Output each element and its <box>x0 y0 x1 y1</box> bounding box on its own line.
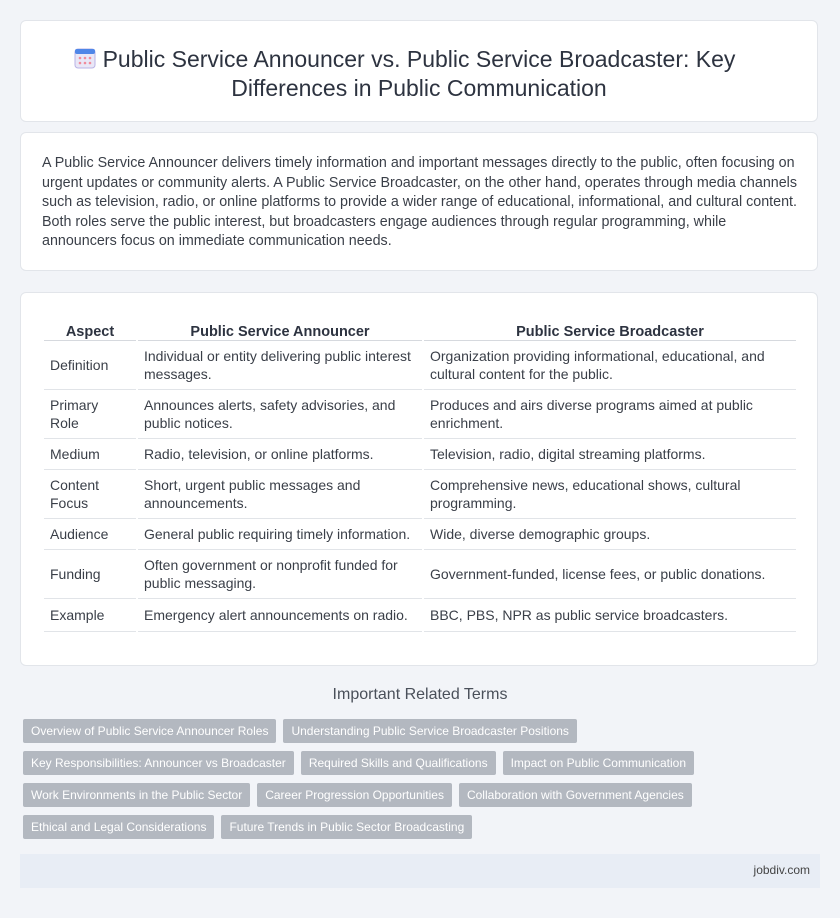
related-tag[interactable]: Understanding Public Service Broadcaster Positions <box>283 719 576 743</box>
cell-announcer: Short, urgent public messages and announcements. <box>138 470 422 519</box>
related-tag[interactable]: Overview of Public Service Announcer Roles <box>23 719 276 743</box>
footer-site-link[interactable]: jobdiv.com <box>753 863 810 877</box>
cell-broadcaster: Comprehensive news, educational shows, cultural programming. <box>424 470 796 519</box>
related-terms-section <box>0 686 840 704</box>
table-row <box>44 519 796 550</box>
cell-announcer: Emergency alert announcements on radio. <box>138 599 422 632</box>
related-tag[interactable]: Key Responsibilities: Announcer vs Broadcaster <box>23 751 294 775</box>
related-terms-title: Important Related Terms <box>332 686 508 703</box>
cell-announcer: Announces alerts, safety advisories, and public notices. <box>138 390 422 439</box>
header-card <box>20 20 818 122</box>
cell-announcer: Individual or entity delivering public interest messages. <box>138 341 422 390</box>
cell-aspect: Primary Role <box>44 390 136 439</box>
cell-broadcaster: BBC, PBS, NPR as public service broadcasters. <box>424 599 796 632</box>
related-tag[interactable]: Future Trends in Public Sector Broadcasting <box>221 815 472 839</box>
table-row <box>44 439 796 470</box>
cell-aspect: Example <box>44 599 136 632</box>
cell-aspect: Funding <box>44 550 136 599</box>
cell-announcer: Often government or nonprofit funded for public messaging. <box>138 550 422 599</box>
header-announcer: Public Service Announcer <box>138 316 422 341</box>
table-row <box>44 390 796 439</box>
related-tag[interactable]: Collaboration with Government Agencies <box>459 783 692 807</box>
cell-announcer: General public requiring timely information. <box>138 519 422 550</box>
header-aspect: Aspect <box>44 316 136 341</box>
related-tag[interactable]: Impact on Public Communication <box>503 751 694 775</box>
table-header-row <box>44 316 796 341</box>
table-row <box>44 341 796 390</box>
cell-broadcaster: Wide, diverse demographic groups. <box>424 519 796 550</box>
related-tags <box>23 719 813 847</box>
page-title: Public Service Announcer vs. Public Service Broadcaster: Key Differences in Public Communication <box>102 46 736 101</box>
cell-aspect: Audience <box>44 519 136 550</box>
table-row <box>44 599 796 632</box>
cell-aspect: Content Focus <box>44 470 136 519</box>
cell-broadcaster: Television, radio, digital streaming platforms. <box>424 439 796 470</box>
related-tag[interactable]: Ethical and Legal Considerations <box>23 815 214 839</box>
cell-announcer: Radio, television, or online platforms. <box>138 439 422 470</box>
tag-row <box>23 783 813 807</box>
header-broadcaster: Public Service Broadcaster <box>424 316 796 341</box>
table-row <box>44 470 796 519</box>
intro-card <box>20 132 818 271</box>
cell-aspect: Definition <box>44 341 136 390</box>
tag-row <box>23 815 813 839</box>
related-tag[interactable]: Work Environments in the Public Sector <box>23 783 250 807</box>
table-row <box>44 550 796 599</box>
cell-aspect: Medium <box>44 439 136 470</box>
related-tag[interactable]: Required Skills and Qualifications <box>301 751 496 775</box>
intro-paragraph: A Public Service Announcer delivers timely information and important messages directly to the public, often focusing on urgent updates or community alerts. A Public Service Broadcaster, on the other hand, operates through media channels such as television, radio, or online platforms to provide a wider range of educational, informational, and cultural content. Both roles serve the public interest, but broadcasters engage audiences through regular programming, while announcers focus on immediate communication needs. <box>42 155 798 250</box>
comparison-card <box>20 292 818 666</box>
cell-broadcaster: Organization providing informational, educational, and cultural content for the public. <box>424 341 796 390</box>
related-tag[interactable]: Career Progression Opportunities <box>257 783 452 807</box>
tag-row <box>23 719 813 743</box>
cell-broadcaster: Government-funded, license fees, or public donations. <box>424 550 796 599</box>
comparison-table <box>42 316 798 632</box>
cell-broadcaster: Produces and airs diverse programs aimed at public enrichment. <box>424 390 796 439</box>
tag-row <box>23 751 813 775</box>
footer <box>20 854 820 888</box>
